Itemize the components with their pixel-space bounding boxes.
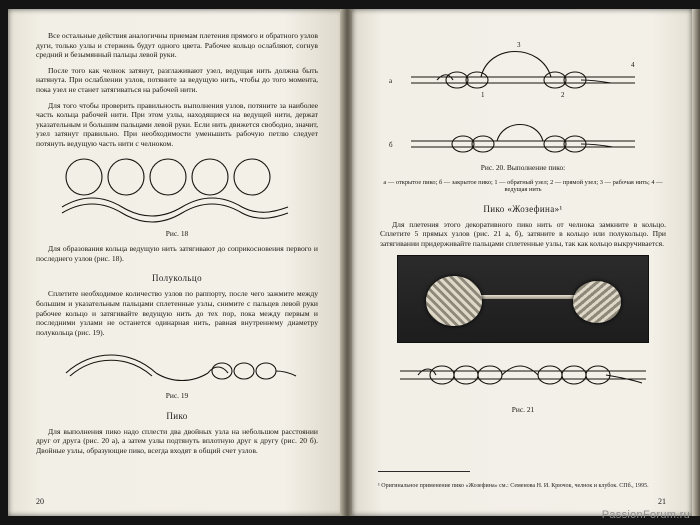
figure-20-label-4: 4 <box>631 61 635 69</box>
paragraph: После того как челнок затянут, разглаживают узел, ведущая нить должна быть натянута. При ослаблении узлов, потяните за ведущую нить, чтобы до того момента, пока узел не станет затягиваться на рабочей нити. <box>36 65 318 94</box>
knot-right <box>573 281 621 323</box>
paragraph: Все остальные действия аналогичны приемам плетения прямого и обратного узлов дуги, только узлы и стержень будут одного цвета. Рабочее кольцо ослабляют, согнув средний и безымянный пальцы левой руки. <box>36 31 318 60</box>
figure-19-drawing <box>52 343 302 389</box>
figure-20-label-1: 1 <box>481 91 485 99</box>
left-page-content <box>8 9 344 516</box>
figure-18-caption: Рис. 18 <box>165 228 189 238</box>
left-page <box>8 9 344 516</box>
figure-20-label-2: 2 <box>561 91 565 99</box>
figure-21-drawing <box>390 349 656 403</box>
figure-20-caption: Рис. 20. Выполнение пико: <box>480 163 566 172</box>
figure-21-caption: Рис. 21 <box>511 404 535 414</box>
paragraph: Для того чтобы проверить правильность выполнения узлов, потяните за наиболее часть кольца рабочей нити. При этом узлы, находящиеся на ведущей нити, держат указательным и большим пальцами левой руки. Если нить движется свободно, значит, узел затянут правильно. При необходимости уменьшить рабочую петлю следует потянуть ведущую часть нити с челноком. <box>36 100 318 148</box>
section-heading-polukoltso: Полукольцо <box>151 273 203 284</box>
watermark: PassionForum.ru <box>601 509 690 521</box>
figure-19 <box>36 343 318 389</box>
footnote: ¹ Оригинальное применение пико «Жозефина» см.: Семенова Н. И. Крючок, челнок и клубок. СПб., 1995. <box>378 482 649 489</box>
page-edge <box>692 9 700 516</box>
figure-19-caption: Рис. 19 <box>165 391 189 401</box>
figure-20-label-3: 3 <box>517 41 521 49</box>
footnote-rule <box>378 471 470 472</box>
paragraph: Сплетите необходимое количество узлов по раппорту, после чего зажмите между большим и указательным пальцами сплетенные узлы, снимите с пальцев левой руки рабочее кольцо и затягивайте ведущую нить до тех пор, пока между первым и последними узлами не останется одинарная нить, равная внутреннему диаметру полукольца (рис. 19). <box>36 289 318 337</box>
section-heading-piko: Пико <box>166 410 188 421</box>
figure-20-label-b: б <box>389 141 393 149</box>
left-page-number: 20 <box>36 497 44 506</box>
right-page <box>352 9 692 516</box>
right-page-content <box>352 9 692 516</box>
figure-21-photo <box>397 255 649 343</box>
figure-18 <box>36 155 318 227</box>
right-page-number: 21 <box>658 497 666 506</box>
paragraph: Для образования кольца ведущую нить затягивают до соприкосновения первого и последнего узлов (рис. 18). <box>36 244 318 263</box>
paragraph: Для плетения этого декоративного пико нить от челнока замкните в кольцо. Сплетите 5 прямых узлов (рис. 21 а, б), затяните в кольцо или полукольцо. При затягивании придерживайте пальцами сплетенные узлы, так как кольцо выкручивается. <box>380 219 666 248</box>
figure-18-drawing <box>52 155 302 227</box>
figure-20 <box>380 37 666 161</box>
figure-21 <box>380 349 666 403</box>
section-heading-josefina: Пико «Жозефина»¹ <box>483 203 563 214</box>
figure-20-label-a: а <box>389 77 393 85</box>
knot-left <box>426 276 482 326</box>
paragraph: Для выполнения пико надо сплести два двойных узла на небольшом расстоянии друг от друга (рис. 20 а), а затем узлы подтянуть вплотную друг к другу (рис. 20 б). Двойные узлы, образующие пико, всегда входят в общий счет узлов. <box>36 426 318 456</box>
figure-20-drawing <box>385 37 661 161</box>
figure-20-legend: а — открытое пико; б — закрытое пико; 1 — обратный узел; 2 — прямой узел; 3 — рабочая нить; 4 — ведущая нить <box>383 178 663 194</box>
